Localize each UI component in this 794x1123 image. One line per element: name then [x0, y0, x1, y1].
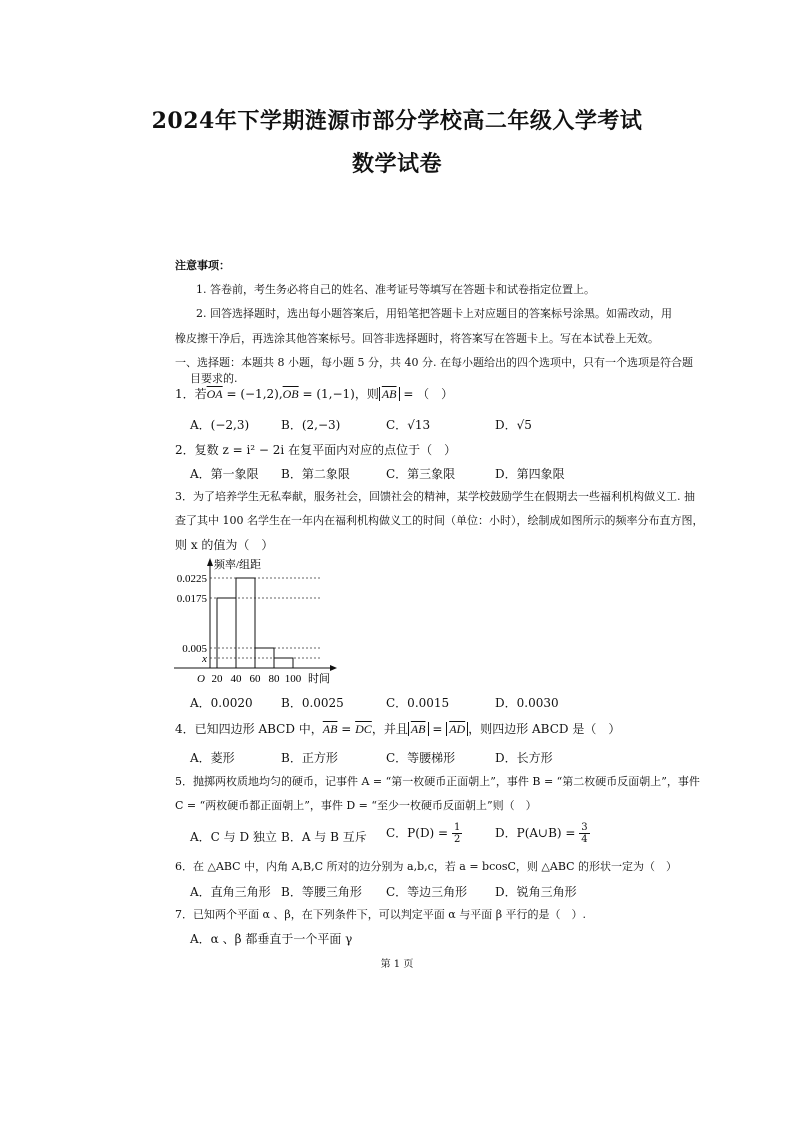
question-5-line-2: C = “两枚硬币都正面朝上”，事件 D = “至少一枚硬币反面朝上”则（ ） [175, 799, 537, 812]
question-1-option-b[interactable]: B．(2,−3) [281, 418, 341, 432]
question-2-option-b[interactable]: B．第二象限 [281, 467, 350, 481]
frequency-histogram [170, 556, 340, 688]
histogram-bar-20-40 [217, 598, 236, 668]
question-5-option-d[interactable]: D．P(A∪B) = $\frac{3}{4}$ [495, 822, 588, 845]
y-tick-label-0.0175: 0.0175 [176, 593, 207, 605]
question-1-option-c[interactable]: C．√13 [386, 418, 431, 432]
question-5-option-c[interactable]: C．P(D) = $\frac{1}{2}$ [386, 822, 461, 845]
question-3-line-3: 则 x 的值为（ ） [175, 538, 274, 552]
histogram-bar-40-60 [236, 578, 255, 668]
notes-heading: 注意事项： [175, 259, 230, 272]
histogram-bar-80-100 [274, 658, 293, 668]
question-4-option-a[interactable]: A．菱形 [190, 751, 235, 765]
x-tick-label-80: 80 [268, 673, 280, 685]
page-subtitle: 数学试卷 [351, 151, 442, 177]
question-6-option-d[interactable]: D．锐角三角形 [495, 885, 577, 899]
question-3-option-b[interactable]: B．0.0025 [281, 696, 344, 710]
question-3-line-2: 查了其中 100 名学生在一年内在福利机构做义工的时间（单位：小时），绘制成如图所示的频率分布直方图， [175, 514, 704, 527]
notes-item-1: 1. 答卷前，考生务必将自己的姓名、准考证号等填写在答题卡和试卷指定位置上。 [196, 283, 595, 296]
question-4-stem: 4．已知四边形 ABCD 中，$\overline{AB} = \overline{DC}$，并且 $\overline{AB} = \overline{AD}$ ，则四边形 ABCD 是（ ） [175, 722, 621, 736]
question-2-option-d[interactable]: D．第四象限 [495, 467, 565, 481]
x-tick-label-40: 40 [230, 673, 242, 685]
question-6-stem: 6．在 △ABC 中，内角 A,B,C 所对的边分别为 a,b,c，若 a = bcosC，则 △ABC 的形状一定为（ ） [175, 860, 678, 873]
question-6-option-a[interactable]: A．直角三角形 [190, 885, 271, 899]
question-4-option-d[interactable]: D．长方形 [495, 751, 553, 765]
origin-label: O [197, 673, 205, 685]
question-3-option-a[interactable]: A．0.0020 [190, 696, 253, 710]
notes-item-2a: 2. 回答选择题时，选出每小题答案后，用铅笔把答题卡上对应题目的答案标号涂黑。如需改动，用 [196, 307, 672, 320]
question-2-option-c[interactable]: C．第三象限 [386, 467, 456, 481]
page-title: 2024年下学期涟源市部分学校高二年级入学考试 [151, 108, 643, 134]
question-5-option-a[interactable]: A．C 与 D 独立 [190, 830, 277, 844]
question-2-stem: 2．复数 z = i² − 2i 在复平面内对应的点位于（ ） [175, 443, 457, 457]
x-axis-arrow [330, 665, 337, 671]
x-tick-label-20: 20 [211, 673, 223, 685]
section-1-intro-2: 目要求的. [190, 372, 238, 385]
y-tick-label-0.005: 0.005 [182, 643, 207, 655]
question-1-option-d[interactable]: D．√5 [495, 418, 532, 432]
question-7-option-a[interactable]: A．α 、β 都垂直于一个平面 γ [190, 932, 353, 946]
question-6-option-c[interactable]: C．等边三角形 [386, 885, 468, 899]
notes-item-2b: 橡皮擦干净后，再选涂其他答案标号。回答非选择题时，将答案写在答题卡上。写在本试卷上无效。 [175, 332, 659, 345]
question-3-option-c[interactable]: C．0.0015 [386, 696, 450, 710]
y-tick-label-x: x [202, 653, 207, 665]
question-2-option-a[interactable]: A．第一象限 [190, 467, 259, 481]
page-number: 第 1 页 [380, 959, 414, 970]
question-5-line-1: 5．抛掷两枚质地均匀的硬币，记事件 A = “第一枚硬币正面朝上”，事件 B = “第二枚硬币反面朝上”，事件 [175, 775, 700, 788]
question-3-option-d[interactable]: D．0.0030 [495, 696, 559, 710]
question-4-option-b[interactable]: B．正方形 [281, 751, 338, 765]
y-tick-label-0.0225: 0.0225 [176, 573, 207, 585]
question-4-option-c[interactable]: C．等腰梯形 [386, 751, 456, 765]
section-1-intro: 一、选择题：本题共 8 小题，每小题 5 分，共 40 分. 在每小题给出的四个选项中，只有一个选项是符合题 [175, 356, 693, 369]
y-axis-arrow [207, 558, 213, 566]
x-tick-label-100: 100 [284, 673, 302, 685]
question-7-stem: 7．已知两个平面 α 、β，在下列条件下，可以判定平面 α 与平面 β 平行的是（ ）. [175, 908, 587, 921]
question-5-option-b[interactable]: B．A 与 B 互斥 [281, 830, 367, 844]
question-6-option-b[interactable]: B．等腰三角形 [281, 885, 362, 899]
question-3-line-1: 3．为了培养学生无私奉献，服务社会，回馈社会的精神，某学校鼓励学生在假期去一些福利机构做义工. 抽 [175, 490, 695, 503]
question-1-option-a[interactable]: A．(−2,3) [190, 418, 250, 432]
x-axis-label: 时间 [308, 673, 330, 685]
x-tick-label-60: 60 [249, 673, 261, 685]
question-1-stem: 1．若$\overline{OA} = (-1,2),\overline{OB} = (1,-1)$，则 $\overline{AB}$ = （ ） [175, 387, 454, 401]
y-axis-label: 频率/组距 [214, 559, 262, 571]
